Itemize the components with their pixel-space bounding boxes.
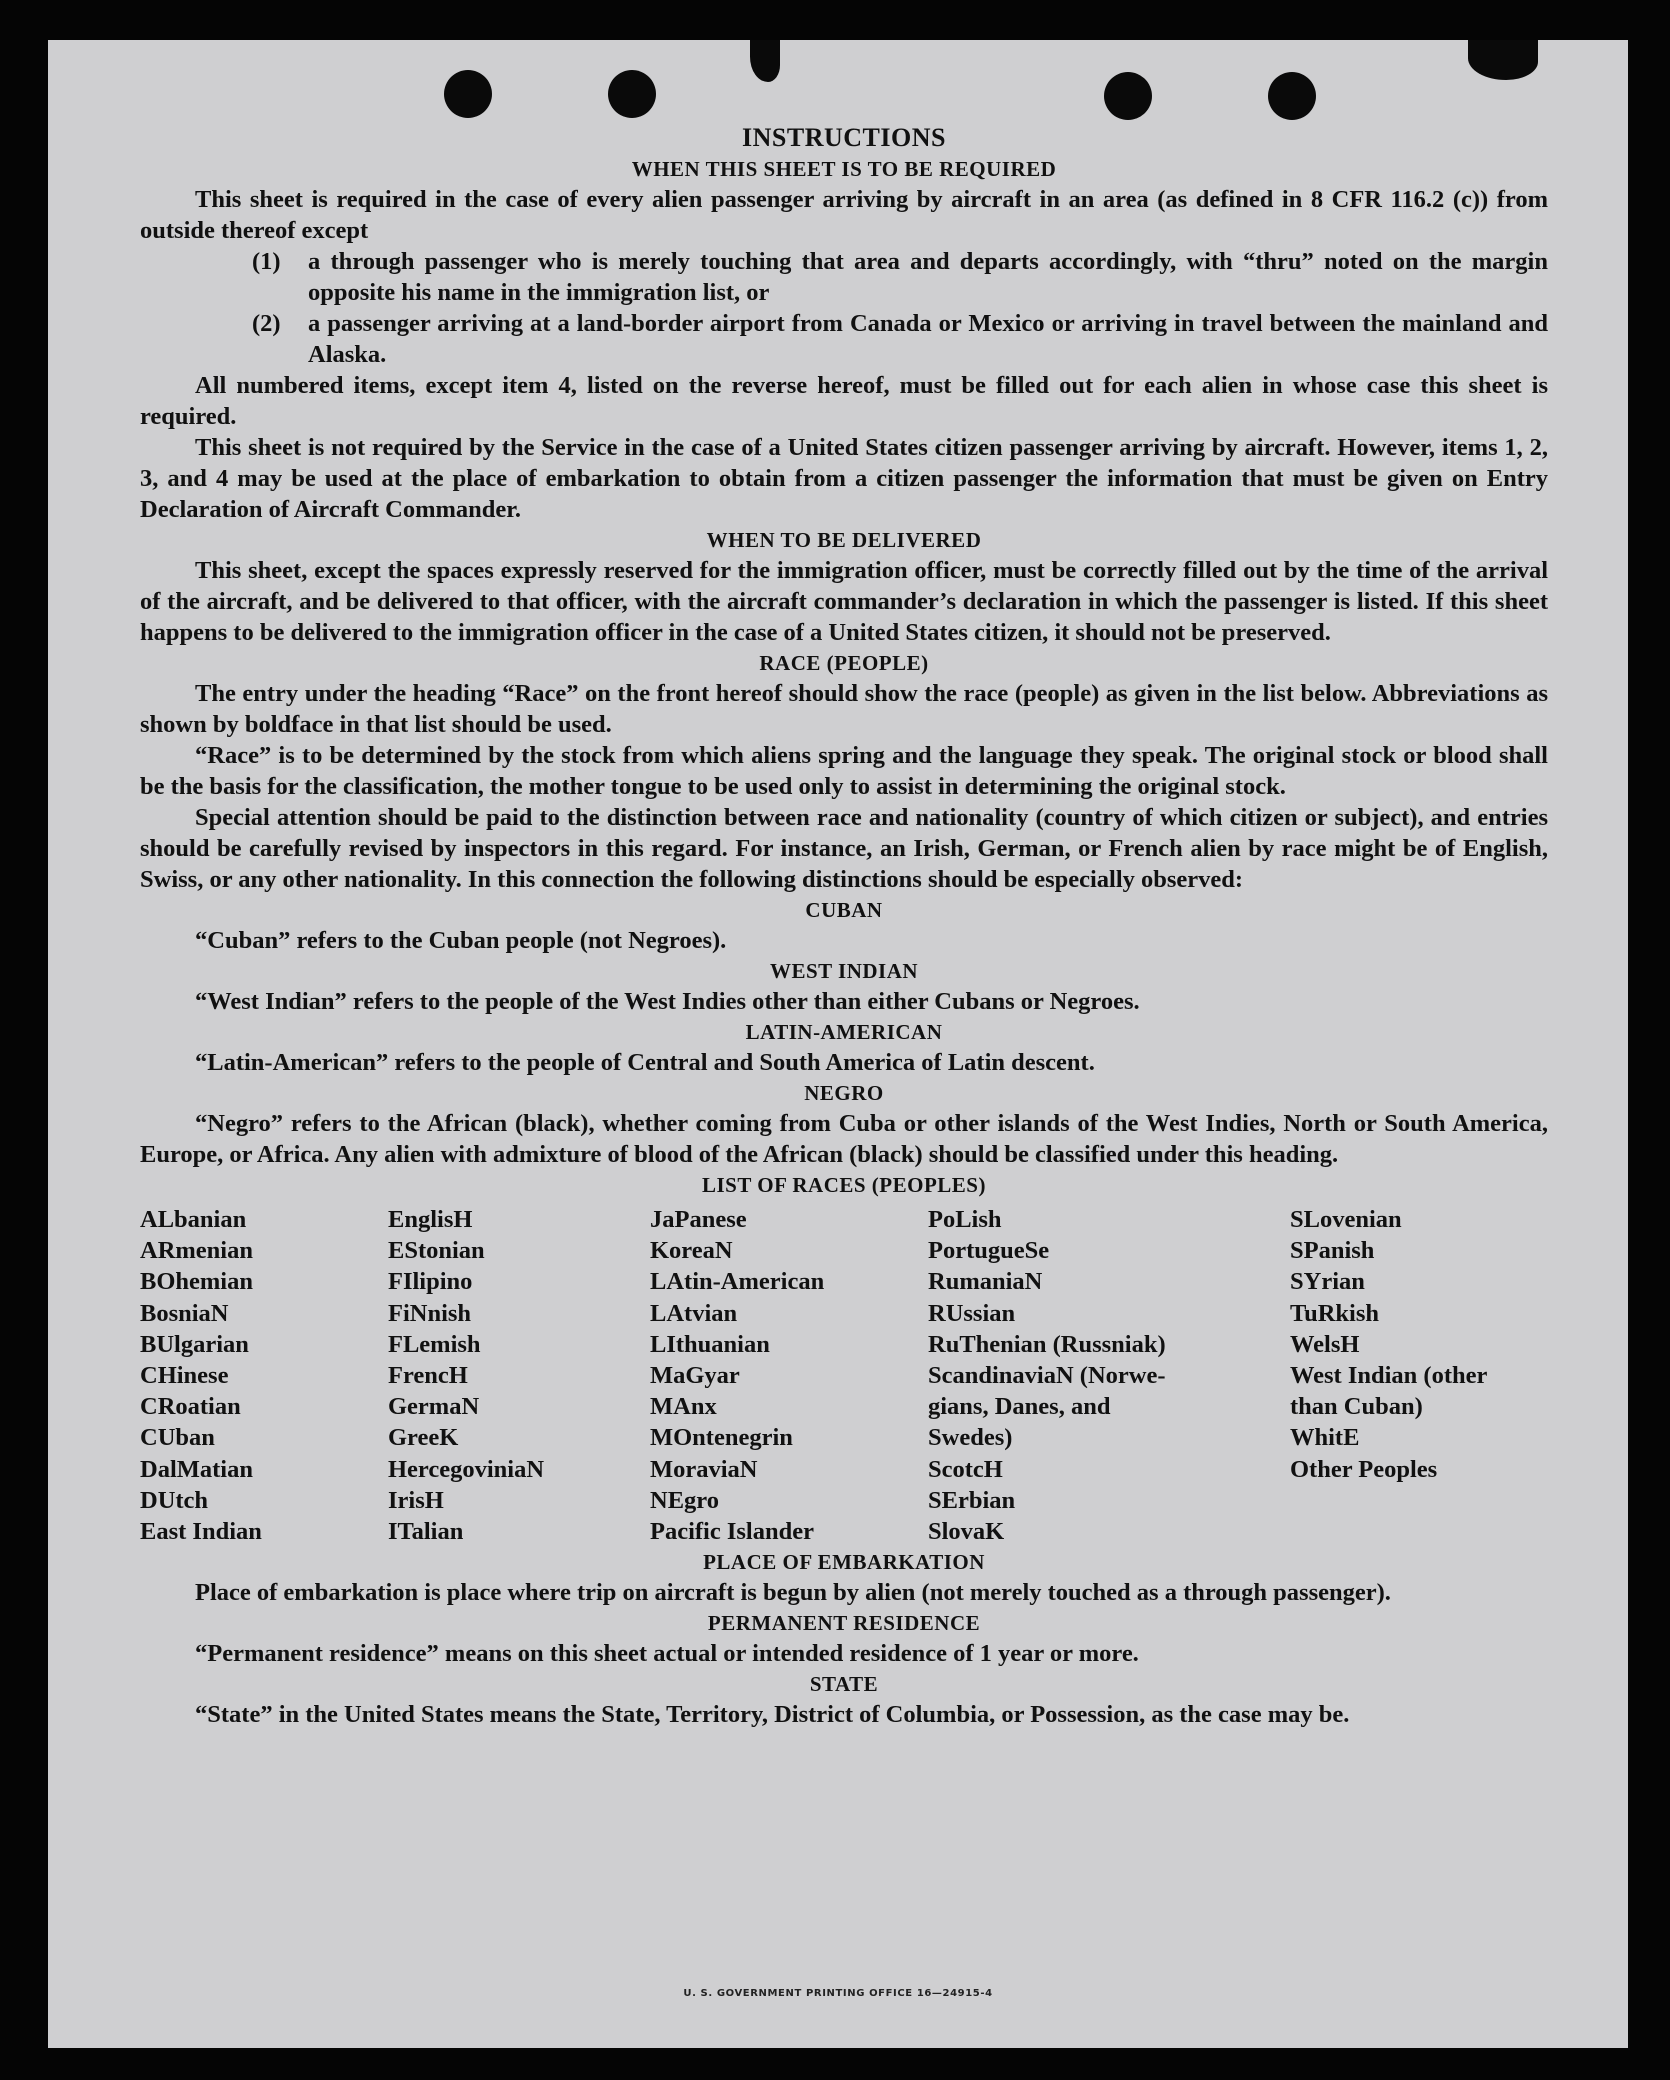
race-entry: CUban	[140, 1424, 215, 1452]
race-entry: KoreaN	[650, 1237, 733, 1265]
race-entry: SErbian	[928, 1486, 1016, 1514]
instructions-text	[140, 122, 1548, 1730]
race-entry: ARmenian	[140, 1237, 253, 1265]
race-entry: HercegoviniaN	[388, 1455, 545, 1483]
race-entry: PortugueSe	[928, 1237, 1050, 1265]
race-entry: RUssian	[928, 1299, 1016, 1327]
race-entry: WhitE	[1290, 1424, 1360, 1452]
race-paragraph-2: “Race” is to be determined by the stock from which aliens spring and the language they speak. The original stock or blood shall be the basis for the classification, the mother tongue to be used only to assist in determining the original stock.	[140, 742, 1548, 800]
citizen-paragraph: This sheet is not required by the Service in the case of a United States citizen passenger arriving by aircraft. However, items 1, 2, 3, and 4 may be used at the place of embarkation to obtain from a citizen passenger the information that must be given on Entry Declaration of Aircraft Commander.	[140, 434, 1548, 523]
exception-text-2: a passenger arriving at a land-border airport from Canada or Mexico or arriving in travel between the mainland and Alaska.	[308, 310, 1548, 368]
punch-hole-3	[1104, 72, 1152, 120]
race-entry: than Cuban)	[1290, 1393, 1423, 1421]
race-entry: EStonian	[388, 1237, 485, 1265]
race-entry: SPanish	[1290, 1237, 1375, 1265]
heading-residence: PERMANENT RESIDENCE	[707, 1611, 981, 1636]
race-entry: FrencH	[388, 1362, 468, 1390]
race-entry: Pacific Islander	[650, 1518, 814, 1546]
latin-american-text: “Latin-American” refers to the people of Central and South America of Latin descent.	[195, 1049, 1095, 1076]
race-entry: FIlipino	[388, 1268, 473, 1296]
printing-office-footer: U. S. GOVERNMENT PRINTING OFFICE 16—24915-4	[683, 1988, 993, 1999]
race-entry: BOhemian	[140, 1268, 253, 1296]
race-entry: LIthuanian	[650, 1330, 770, 1358]
embarkation-text: Place of embarkation is place where trip on aircraft is begun by alien (not merely touched as a through passenger).	[195, 1579, 1391, 1607]
race-entry: MAnx	[650, 1393, 717, 1421]
numbered-items-paragraph: All numbered items, except item 4, listed on the reverse hereof, must be filled out for each alien in whose case this sheet is required.	[140, 372, 1548, 430]
document-page	[48, 40, 1628, 2048]
race-entry: ALbanian	[140, 1206, 247, 1233]
race-entry: IrisH	[388, 1486, 444, 1514]
heading-west-indian: WEST INDIAN	[769, 959, 919, 983]
race-entry: LAtin-American	[650, 1268, 825, 1296]
race-entry: JaPanese	[650, 1206, 747, 1233]
race-entry: EnglisH	[388, 1206, 473, 1233]
negro-text: “Negro” refers to the African (black), whether coming from Cuba or other islands of the West Indies, North or South America, Europe, or Africa. Any alien with admixture of blood of the African (black) should be classified under this heading.	[140, 1110, 1548, 1168]
torn-edge-corner	[1468, 40, 1538, 80]
race-entry: FiNnish	[388, 1299, 472, 1327]
exception-number-2: (2)	[252, 310, 281, 337]
race-entry: East Indian	[140, 1518, 262, 1546]
heading-negro: NEGRO	[804, 1081, 884, 1105]
race-entry: GreeK	[388, 1424, 459, 1452]
when-delivered-text: This sheet, except the spaces expressly reserved for the immigration officer, must be correctly filled out by the time of the arrival of the aircraft, and be delivered to that officer, with the aircraft commander’s declaration in which the passenger is listed. If this sheet happens to be delivered to the immigration officer in the case of a United States citizen, it should not be preserved.	[140, 557, 1548, 646]
race-entry: MOntenegrin	[650, 1424, 793, 1452]
race-entry: SYrian	[1290, 1268, 1365, 1296]
races-list	[140, 1204, 1548, 1547]
heading-when-required: WHEN THIS SHEET IS TO BE REQUIRED	[631, 157, 1057, 181]
heading-cuban: CUBAN	[805, 898, 883, 922]
race-entry: GermaN	[388, 1393, 480, 1421]
torn-edge-mark	[750, 40, 780, 82]
race-entry: PoLish	[928, 1206, 1002, 1233]
race-entry: NEgro	[650, 1486, 719, 1514]
race-entry: LAtvian	[650, 1299, 738, 1327]
race-entry: DUtch	[140, 1486, 209, 1514]
race-entry: BUlgarian	[140, 1330, 249, 1358]
race-paragraph-1: The entry under the heading “Race” on the front hereof should show the race (people) as given in the list below. Abbreviations as shown by boldface in that list should be used.	[140, 680, 1548, 738]
exception-item-2	[140, 308, 1548, 370]
race-entry: West Indian (other	[1290, 1362, 1488, 1390]
heading-embarkation: PLACE OF EMBARKATION	[703, 1550, 985, 1575]
race-entry: SlovaK	[928, 1518, 1005, 1546]
race-entry: MaGyar	[650, 1362, 740, 1390]
race-entry: ITalian	[388, 1518, 464, 1546]
exception-text-1: a through passenger who is merely touching that area and departs accordingly, with “thru” noted on the margin opposite his name in the immigration list, or	[308, 248, 1548, 306]
when-required-intro: This sheet is required in the case of every alien passenger arriving by aircraft in an area (as defined in 8 CFR 116.2 (c)) from outside thereof except	[140, 186, 1548, 244]
race-entry: DalMatian	[140, 1455, 253, 1483]
exception-item-1	[140, 246, 1548, 308]
race-entry: SLovenian	[1290, 1206, 1402, 1233]
race-entry: CRoatian	[140, 1393, 241, 1421]
heading-when-delivered: WHEN TO BE DELIVERED	[706, 528, 982, 552]
race-paragraph-3: Special attention should be paid to the distinction between race and nationality (country of which citizen or subject), and entries should be carefully revised by inspectors in this regard. For instance, an Irish, German, or French alien by race might be of English, Swiss, or any other nationality. In this connection the following distinctions should be especially observed:	[140, 804, 1548, 893]
race-entry: RumaniaN	[928, 1268, 1043, 1296]
exception-number-1: (1)	[252, 248, 281, 275]
state-text: “State” in the United States means the State, Territory, District of Columbia, or Possession, as the case may be.	[195, 1701, 1350, 1729]
cuban-text: “Cuban” refers to the Cuban people (not Negroes).	[195, 927, 727, 954]
race-entry: RuThenian (Russniak)	[928, 1330, 1166, 1358]
punch-hole-1	[444, 70, 492, 118]
heading-state: STATE	[809, 1672, 879, 1697]
race-entry: MoraviaN	[650, 1455, 758, 1483]
race-entry: Swedes)	[928, 1424, 1013, 1452]
race-entry	[1290, 1516, 1548, 1547]
punch-hole-2	[608, 70, 656, 118]
race-entry: BosniaN	[140, 1299, 229, 1327]
race-entry: ScandinaviaN (Norwe-	[928, 1362, 1166, 1390]
west-indian-text: “West Indian” refers to the people of the West Indies other than either Cubans or Negroes.	[195, 988, 1140, 1015]
heading-list-of-races: LIST OF RACES (PEOPLES)	[702, 1173, 986, 1197]
race-entry: WelsH	[1290, 1330, 1360, 1358]
race-entry: gians, Danes, and	[928, 1393, 1111, 1421]
race-entry: CHinese	[140, 1362, 229, 1390]
residence-text: “Permanent residence” means on this sheet actual or intended residence of 1 year or more.	[195, 1640, 1139, 1668]
race-entry	[1290, 1485, 1548, 1516]
race-entry: TuRkish	[1290, 1299, 1380, 1327]
race-entry: ScotcH	[928, 1455, 1003, 1483]
heading-latin-american: LATIN-AMERICAN	[745, 1020, 943, 1044]
race-entry: Other Peoples	[1290, 1455, 1438, 1483]
heading-race: RACE (PEOPLE)	[759, 651, 929, 675]
punch-hole-4	[1268, 72, 1316, 120]
page-title: INSTRUCTIONS	[742, 123, 946, 152]
race-entry: FLemish	[388, 1330, 481, 1358]
